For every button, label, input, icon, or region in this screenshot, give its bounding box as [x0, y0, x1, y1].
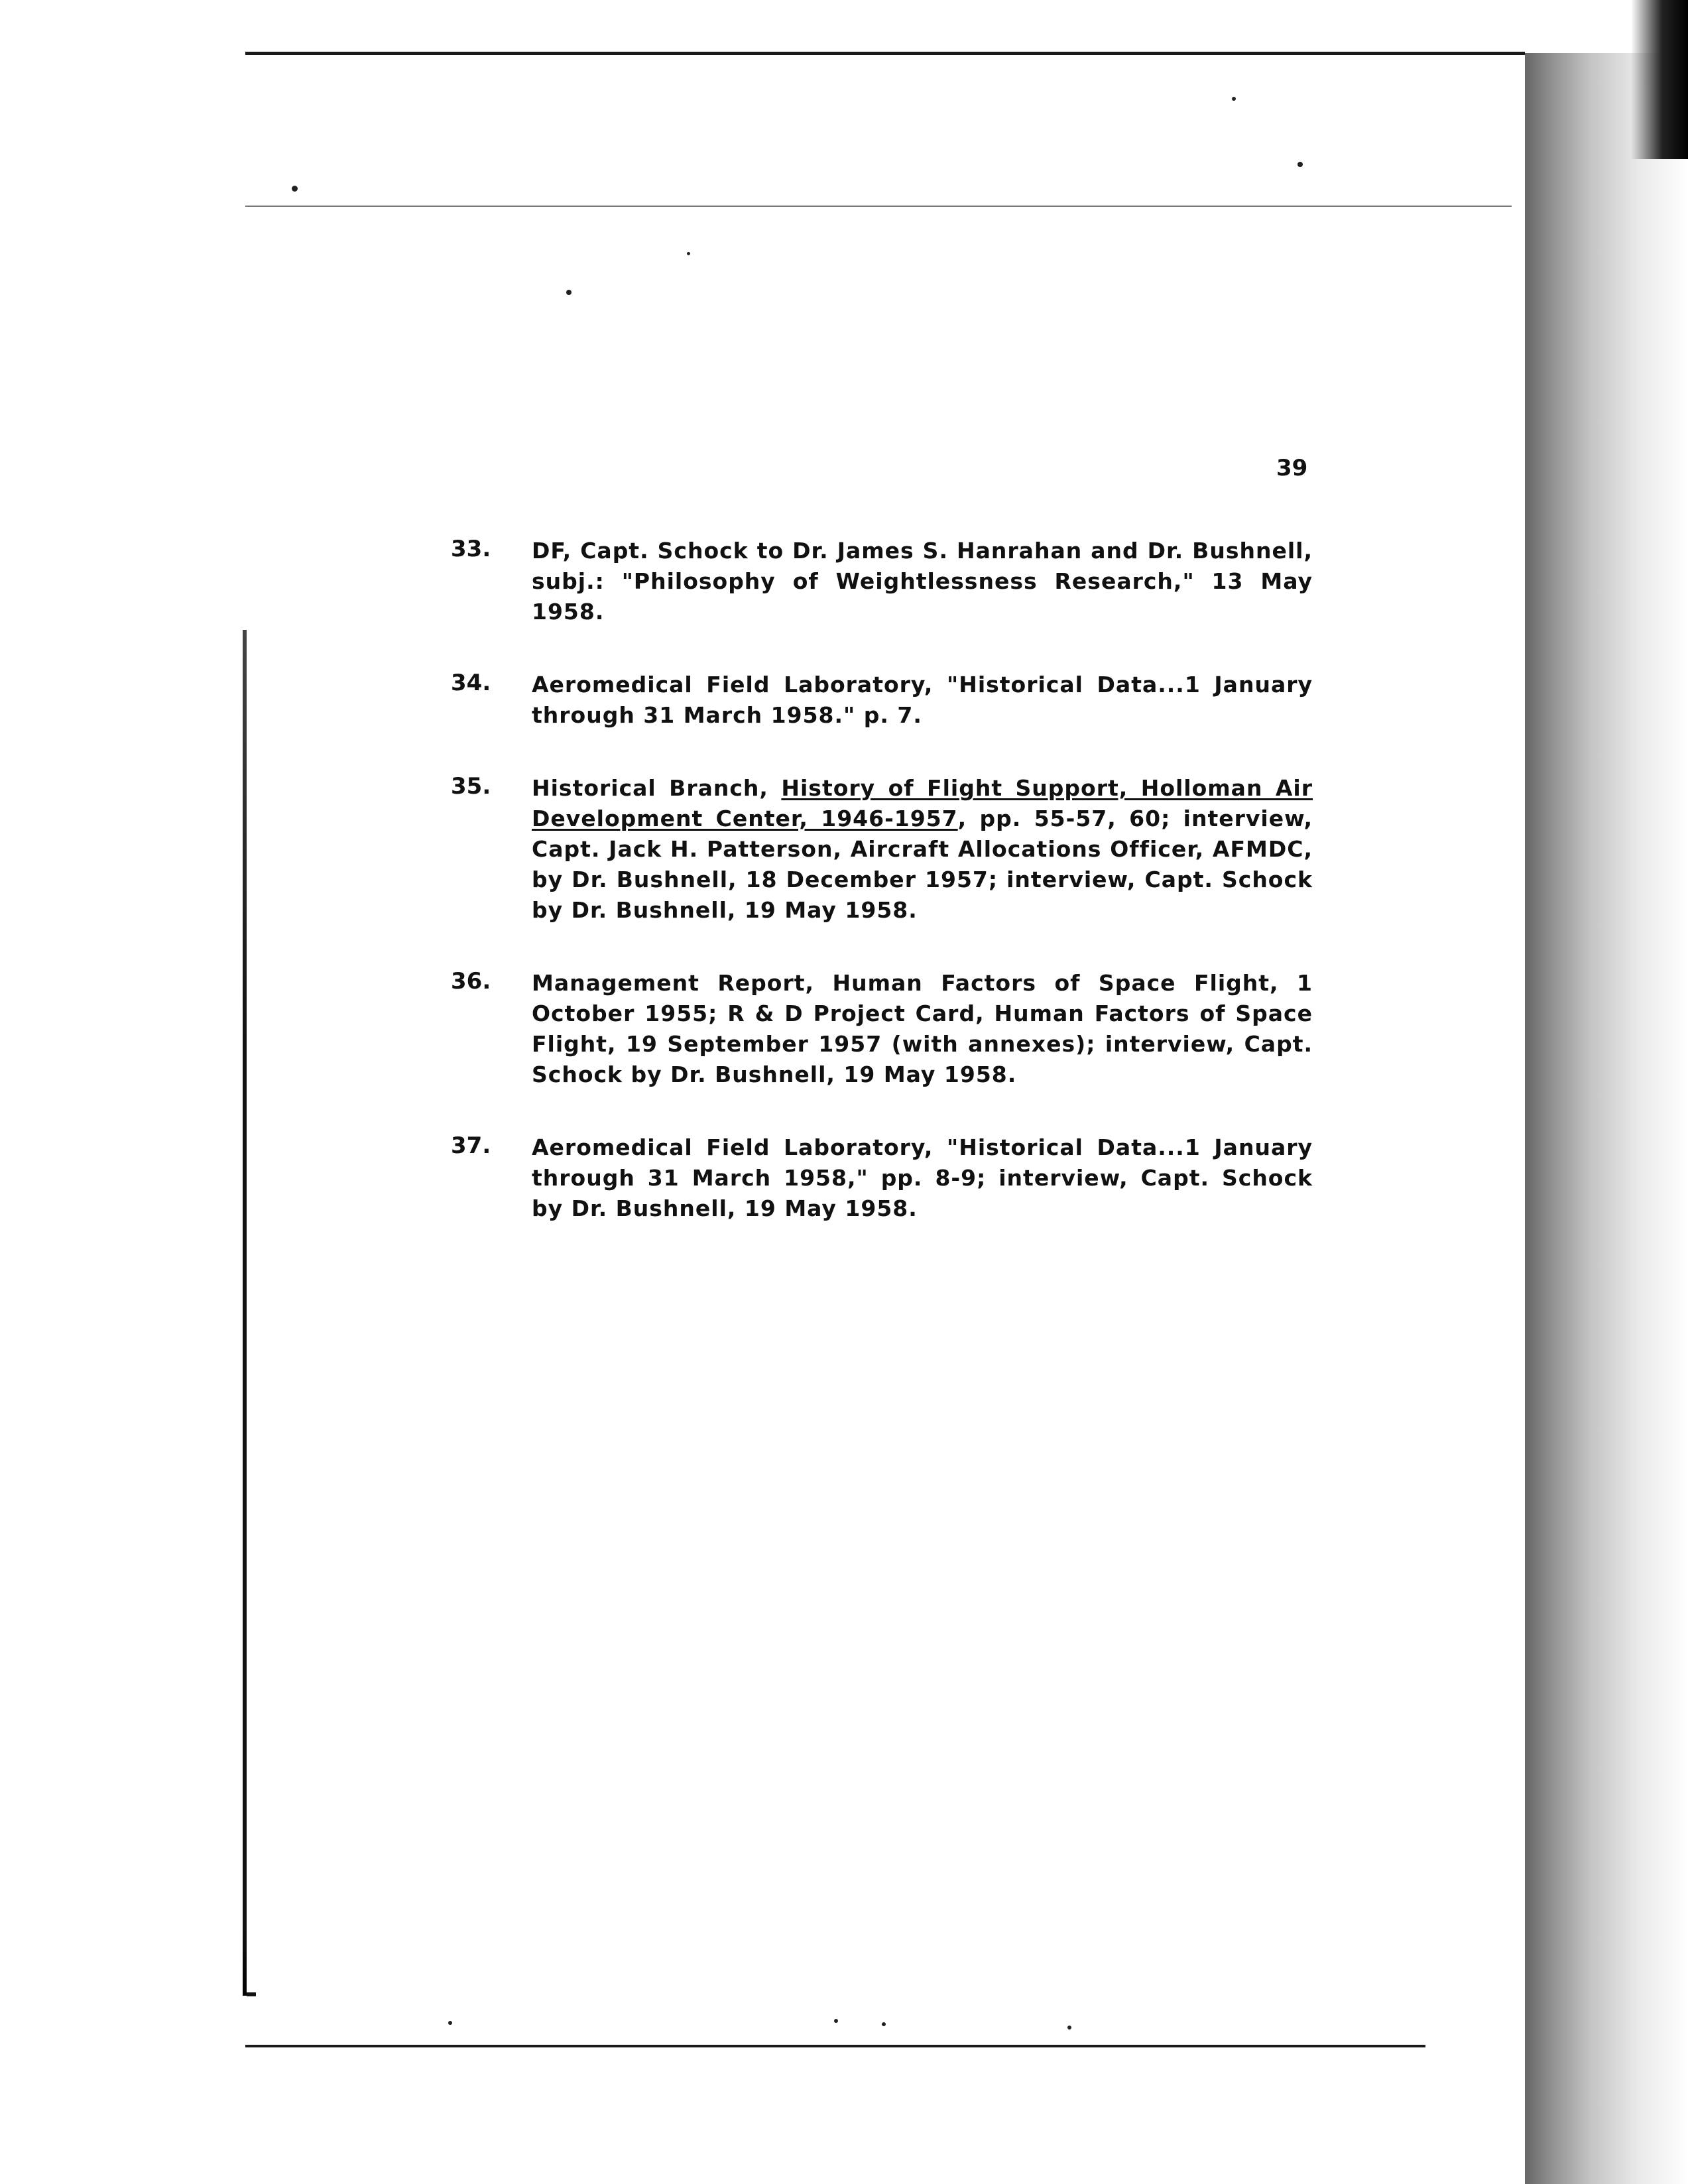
endnote-34	[451, 670, 1313, 731]
scan-corner-shadow	[1631, 0, 1688, 159]
endnote-33	[451, 536, 1313, 627]
endnote-text-after: , pp. 55-57, 60; interview, Capt. Jack H. Patterson, Aircraft Allocations Officer, AFMDC, by Dr. Bushnell, 18 December 1957; interview, Capt. Schock by Dr. Bushnell, 19 May 1958.	[532, 806, 1313, 923]
scan-speck	[448, 2021, 452, 2025]
endnotes-list	[451, 536, 1313, 1266]
scan-speck	[292, 186, 298, 192]
scan-speck	[1232, 97, 1236, 101]
endnote-35	[451, 773, 1313, 926]
endnote-text	[532, 773, 1313, 926]
endnote-text-before: Historical Branch,	[532, 775, 782, 801]
endnote-number: 33.	[451, 536, 491, 562]
scan-speck	[566, 290, 572, 295]
endnote-text: Aeromedical Field Laboratory, "Historical Data...1 January through 31 March 1958." p. 7.	[532, 672, 1313, 728]
scan-speck	[882, 2022, 886, 2026]
scan-edge-shadow	[1525, 53, 1688, 2184]
top-faint-rule	[245, 206, 1512, 207]
left-margin-bar-foot	[247, 1992, 256, 1996]
left-margin-bar	[243, 630, 247, 1996]
scan-speck	[834, 2019, 838, 2023]
top-rule	[245, 52, 1525, 55]
scan-speck	[687, 252, 690, 255]
endnote-text: DF, Capt. Schock to Dr. James S. Hanrahan and Dr. Bushnell, subj.: "Philosophy of Weightlessness Research," 13 May 1958.	[532, 538, 1313, 625]
endnote-36	[451, 968, 1313, 1090]
endnote-number: 36.	[451, 968, 491, 995]
bottom-rule	[245, 2045, 1425, 2047]
endnote-number: 37.	[451, 1132, 491, 1159]
endnote-underlined-title: History of Flight Support, Holloman Air Development Center, 1946-1957	[532, 775, 1313, 831]
scan-speck	[1297, 162, 1303, 167]
endnote-text: Management Report, Human Factors of Space Flight, 1 October 1955; R & D Project Card, Human Factors of Space Flight, 19 September 1957 (with annexes); interview, Capt. Schock by Dr. Bushnell, 19 May 1958.	[532, 970, 1313, 1087]
endnote-number: 34.	[451, 670, 491, 696]
endnote-text: Aeromedical Field Laboratory, "Historical Data...1 January through 31 March 1958," pp. 8-9; interview, Capt. Schock by Dr. Bushnell, 19 May 1958.	[532, 1134, 1313, 1221]
page-number: 39	[1276, 455, 1308, 481]
endnote-37	[451, 1132, 1313, 1224]
scan-speck	[1067, 2026, 1071, 2030]
endnote-number: 35.	[451, 773, 491, 800]
